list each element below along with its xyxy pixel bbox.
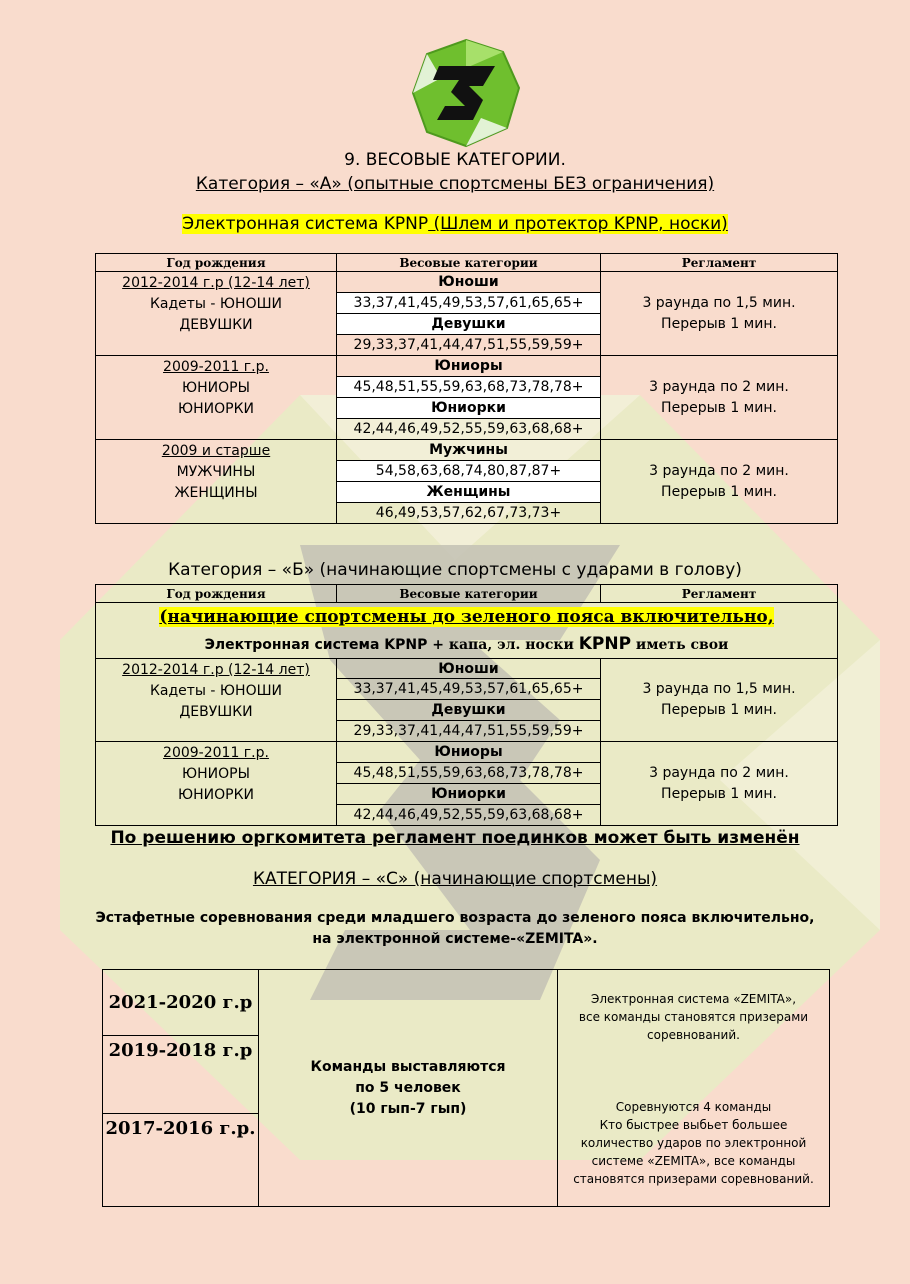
year-cell: 2019-2018 г.р <box>103 1035 259 1113</box>
year-cell: 2009-2011 г.р. ЮНИОРЫ ЮНИОРКИ <box>96 742 337 826</box>
weight-label: Девушки <box>337 314 601 335</box>
weight-label: Юниорки <box>337 784 601 805</box>
weight-values: 33,37,41,45,49,53,57,61,65,65+ <box>337 679 601 700</box>
weight-label: Юниорки <box>337 398 601 419</box>
header-year: Год рождения <box>96 585 337 603</box>
weight-label: Юниоры <box>337 742 601 763</box>
section-title: 9. ВЕСОВЫЕ КАТЕГОРИИ. <box>344 150 566 170</box>
system-line: Электронная система KPNP (Шлем и протектор KPNP, носки) <box>182 214 728 234</box>
year-cell: 2017-2016 г.р. <box>103 1113 259 1206</box>
year-cell: 2009-2011 г.р. ЮНИОРЫ ЮНИОРКИ <box>96 356 337 440</box>
header-weights: Весовые категории <box>337 585 601 603</box>
weight-values: 45,48,51,55,59,63,68,73,78,78+ <box>337 377 601 398</box>
weight-values: 42,44,46,49,52,55,59,63,68,68+ <box>337 419 601 440</box>
rules-cell: 3 раунда по 2 мин. Перерыв 1 мин. <box>601 742 838 826</box>
weight-label: Женщины <box>337 482 601 503</box>
rules-cell: 3 раунда по 1,5 мин. Перерыв 1 мин. <box>601 272 838 356</box>
rules-cell: 3 раунда по 2 мин. Перерыв 1 мин. <box>601 440 838 524</box>
category-c-title: КАТЕГОРИЯ – «С» (начинающие спортсмены) <box>252 869 658 889</box>
weight-label: Мужчины <box>337 440 601 461</box>
rules-cell: 3 раунда по 1,5 мин. Перерыв 1 мин. <box>601 659 838 742</box>
category-b-title: Категория – «Б» (начинающие спортсмены с ударами в голову) <box>168 560 742 580</box>
relay-description: Эстафетные соревнования среди младшего возраста до зеленого пояса включительно, на электронной системе-«ZEMITA». <box>95 910 815 947</box>
weight-values: 42,44,46,49,52,55,59,63,68,68+ <box>337 805 601 826</box>
table-category-c <box>102 969 830 1207</box>
weight-values: 54,58,63,68,74,80,87,87+ <box>337 461 601 482</box>
teams-cell: Команды выставляются по 5 человек (10 гып-7 гып) <box>259 970 558 1207</box>
weight-values: 46,49,53,57,62,67,73,73+ <box>337 503 601 524</box>
committee-note: По решению оргкомитета регламент поединков может быть изменён <box>110 828 800 848</box>
weight-values: 29,33,37,41,44,47,51,55,59,59+ <box>337 335 601 356</box>
weight-label: Юноши <box>337 272 601 293</box>
zemita-logo-icon <box>411 38 521 148</box>
year-cell: 2012-2014 г.р (12-14 лет) Кадеты - ЮНОШИ ДЕВУШКИ <box>96 272 337 356</box>
year-cell: 2021-2020 г.р <box>103 970 259 1036</box>
weight-label: Девушки <box>337 700 601 721</box>
header-year: Год рождения <box>96 254 337 272</box>
rules-cell: 3 раунда по 2 мин. Перерыв 1 мин. <box>601 356 838 440</box>
weight-values: 33,37,41,45,49,53,57,61,65,65+ <box>337 293 601 314</box>
equipment-line: Электронная система KPNP + капа, эл. носки KPNP иметь свои <box>96 631 838 659</box>
weight-values: 29,33,37,41,44,47,51,55,59,59+ <box>337 721 601 742</box>
category-b-note: (начинающие спортсмены до зеленого пояса включительно, <box>96 603 838 631</box>
category-a-title: Категория – «А» (опытные спортсмены БЕЗ ограничения) <box>195 174 715 194</box>
header-rules: Регламент <box>601 585 838 603</box>
year-cell: 2012-2014 г.р (12-14 лет) Кадеты - ЮНОШИ ДЕВУШКИ <box>96 659 337 742</box>
weight-values: 45,48,51,55,59,63,68,73,78,78+ <box>337 763 601 784</box>
header-rules: Регламент <box>601 254 838 272</box>
weight-label: Юниоры <box>337 356 601 377</box>
system-description: Электронная система «ZEMITA», все команды становятся призерами соревнований. Соревнуются 4 команды Кто быстрее выбьет большее количество ударов по электронной системе «ZEMITA», все команды становятся призерами соревнований. <box>558 970 830 1207</box>
table-category-b <box>95 584 838 826</box>
weight-label: Юноши <box>337 659 601 679</box>
table-category-a <box>95 253 838 524</box>
header-weights: Весовые категории <box>337 254 601 272</box>
year-cell: 2009 и старше МУЖЧИНЫ ЖЕНЩИНЫ <box>96 440 337 524</box>
